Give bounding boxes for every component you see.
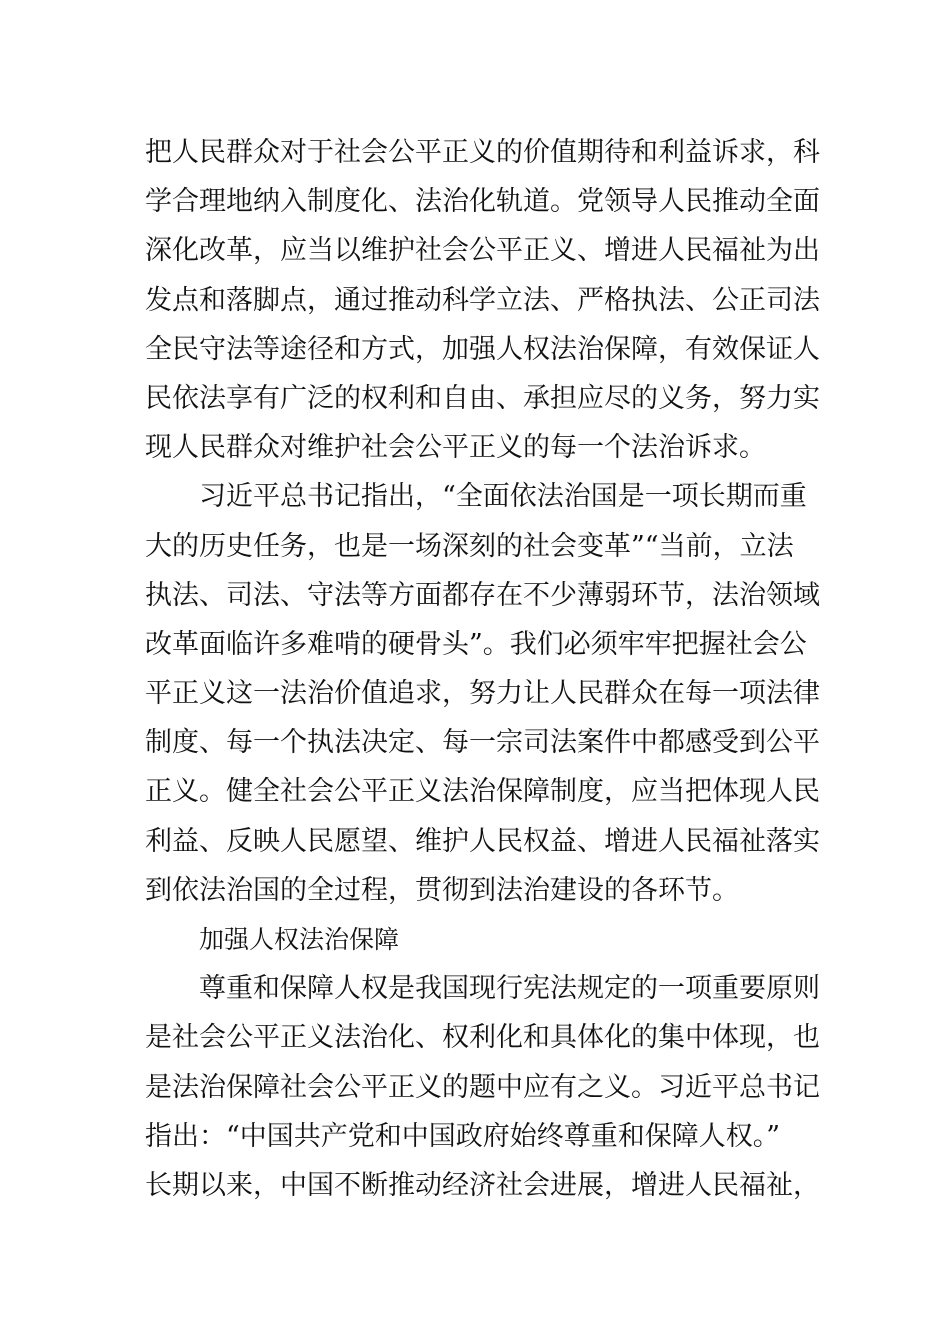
paragraph-line: 全民守法等途径和方式，加强人权法治保障，有效保证人 xyxy=(145,333,820,365)
paragraph-line: 民依法享有广泛的权利和自由、承担应尽的义务，努力实 xyxy=(145,382,820,414)
document-body xyxy=(145,128,820,1210)
paragraph-line: 正义。健全社会公平正义法治保障制度，应当把体现人民 xyxy=(145,776,820,808)
paragraph-line: 执法、司法、守法等方面都存在不少薄弱环节，法治领域 xyxy=(145,579,820,611)
paragraph-line: 学合理地纳入制度化、法治化轨道。党领导人民推动全面 xyxy=(145,186,820,218)
paragraph-line: 利益、反映人民愿望、维护人民权益、增进人民福祉落实 xyxy=(145,825,820,857)
paragraph xyxy=(145,128,820,472)
paragraph-line: 习近平总书记指出，“全面依法治国是一项长期而重 xyxy=(199,481,807,513)
paragraph-line: 长期以来，中国不断推动经济社会进展，增进人民福祉， xyxy=(145,1169,820,1201)
paragraph xyxy=(145,472,820,915)
paragraph-line: 大的历史任务，也是一场深刻的社会变革”“当前，立法 xyxy=(145,530,794,562)
paragraph-line: 到依法治国的全过程，贯彻到法治建设的各环节。 xyxy=(145,874,739,906)
paragraph-line: 制度、每一个执法决定、每一宗司法案件中都感受到公平 xyxy=(145,727,820,759)
paragraph xyxy=(145,964,820,1210)
paragraph-line: 是法治保障社会公平正义的题中应有之义。习近平总书记 xyxy=(145,1071,820,1103)
section-heading-text: 加强人权法治保障 xyxy=(199,925,400,954)
section-heading xyxy=(145,915,810,964)
paragraph-line: 尊重和保障人权是我国现行宪法规定的一项重要原则 xyxy=(199,973,820,1005)
paragraph-line: 发点和落脚点，通过推动科学立法、严格执法、公正司法 xyxy=(145,284,820,316)
paragraph-line: 把人民群众对于社会公平正义的价值期待和利益诉求，科 xyxy=(145,137,820,168)
paragraph-line: 改革面临许多难啃的硬骨头”。我们必须牢牢把握社会公 xyxy=(145,628,807,660)
paragraph-line: 现人民群众对维护社会公平正义的每一个法治诉求。 xyxy=(145,432,766,464)
paragraph-line: 指出：“中国共产党和中国政府始终尊重和保障人权。” xyxy=(145,1120,781,1152)
paragraph-line: 是社会公平正义法治化、权利化和具体化的集中体现，也 xyxy=(145,1022,820,1054)
paragraph-line: 平正义这一法治价值追求，努力让人民群众在每一项法律 xyxy=(145,678,820,710)
paragraph-line: 深化改革，应当以维护社会公平正义、增进人民福祉为出 xyxy=(145,235,820,267)
